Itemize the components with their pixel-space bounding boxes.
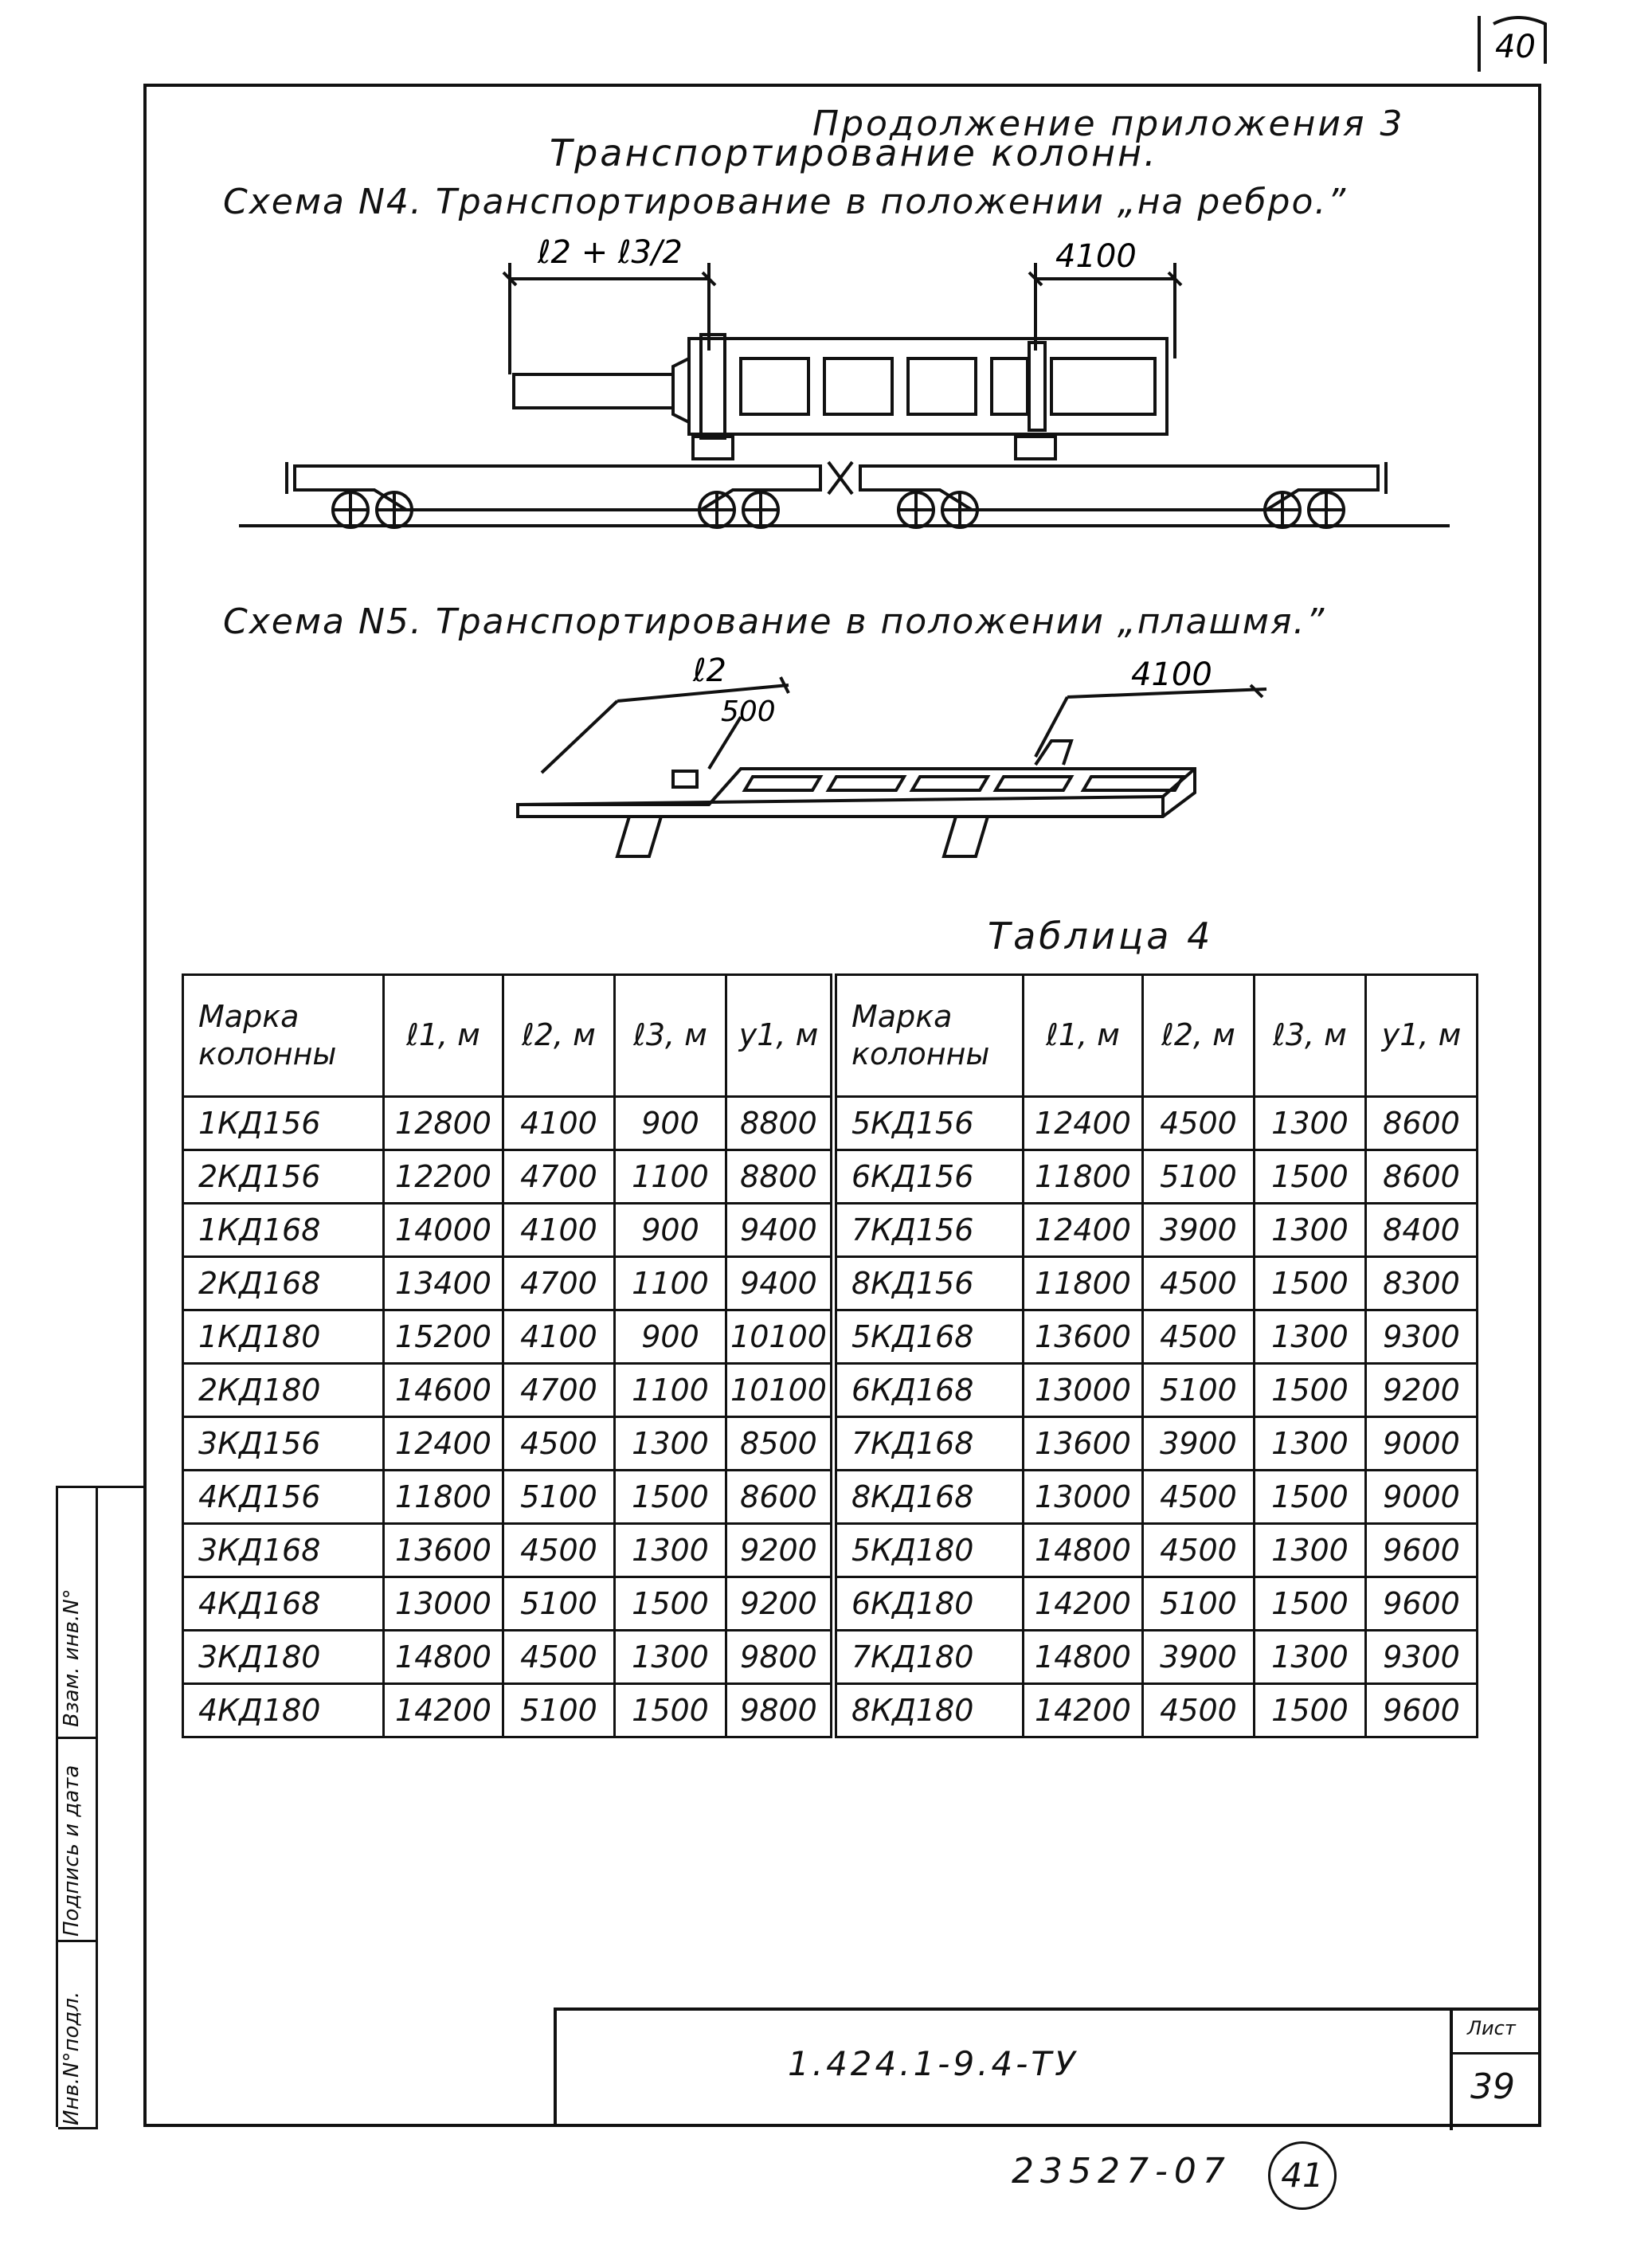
value-cell: 1500 [1255, 1364, 1366, 1417]
value-cell: 4700 [503, 1257, 615, 1310]
header-cell: ℓ2, м [503, 975, 615, 1097]
column-mark-cell: 5КД180 [834, 1524, 1024, 1577]
column-mark-cell: 4КД180 [183, 1684, 384, 1737]
sidebar-label-inv-number: Инв.N°подл. [60, 1991, 84, 2125]
value-cell: 9400 [726, 1204, 834, 1257]
corner-page-number: 40 [1495, 29, 1536, 65]
value-cell: 12200 [384, 1150, 503, 1204]
sheet-number: 39 [1470, 2066, 1515, 2107]
value-cell: 4500 [1143, 1257, 1255, 1310]
value-cell: 1500 [1255, 1577, 1366, 1631]
value-cell: 1500 [1255, 1471, 1366, 1524]
column-mark-cell: 2КД180 [183, 1364, 384, 1417]
value-cell: 4500 [503, 1524, 615, 1577]
table-row [183, 1684, 1478, 1737]
continuation-label: Продолжение приложения 3 [812, 104, 1405, 144]
value-cell: 10100 [726, 1364, 834, 1417]
value-cell: 14200 [1024, 1684, 1143, 1737]
column-mark-cell: 2КД168 [183, 1257, 384, 1310]
column-mark-cell: 3КД180 [183, 1631, 384, 1684]
value-cell: 8800 [726, 1097, 834, 1150]
table-row [183, 1257, 1478, 1310]
sidebar-cell [58, 1942, 98, 2129]
column-mark-cell: 6КД168 [834, 1364, 1024, 1417]
header-cell: ℓ1, м [384, 975, 503, 1097]
header-cell: ℓ3, м [1255, 975, 1366, 1097]
table-row [183, 1417, 1478, 1471]
value-cell: 12400 [1024, 1097, 1143, 1150]
columns-table [182, 973, 1478, 1738]
column-mark-cell: 8КД168 [834, 1471, 1024, 1524]
value-cell: 9600 [1366, 1577, 1478, 1631]
column-mark-cell: 1КД156 [183, 1097, 384, 1150]
value-cell: 900 [615, 1097, 726, 1150]
value-cell: 8800 [726, 1150, 834, 1204]
value-cell: 8600 [1366, 1150, 1478, 1204]
value-cell: 4500 [503, 1417, 615, 1471]
sidebar-cell [58, 1739, 98, 1942]
inventory-number: 23527-07 [1012, 2151, 1231, 2192]
value-cell: 14800 [1024, 1631, 1143, 1684]
scheme-5-dim-right: 4100 [1131, 656, 1212, 693]
value-cell: 9600 [1366, 1684, 1478, 1737]
value-cell: 4500 [1143, 1684, 1255, 1737]
value-cell: 4500 [503, 1631, 615, 1684]
column-mark-cell: 2КД156 [183, 1150, 384, 1204]
value-cell: 9300 [1366, 1310, 1478, 1364]
value-cell: 5100 [503, 1577, 615, 1631]
value-cell: 1500 [1255, 1257, 1366, 1310]
value-cell: 4100 [503, 1310, 615, 1364]
value-cell: 9200 [1366, 1364, 1478, 1417]
value-cell: 5100 [1143, 1150, 1255, 1204]
value-cell: 5100 [503, 1471, 615, 1524]
header-cell: ℓ1, м [1024, 975, 1143, 1097]
value-cell: 1500 [615, 1577, 726, 1631]
scheme-4-dim-left: ℓ2 + ℓ3/2 [538, 234, 683, 271]
value-cell: 1300 [615, 1524, 726, 1577]
value-cell: 1300 [615, 1417, 726, 1471]
column-mark-cell: 3КД156 [183, 1417, 384, 1471]
column-mark-cell: 7КД168 [834, 1417, 1024, 1471]
column-mark-cell: 5КД156 [834, 1097, 1024, 1150]
value-cell: 3900 [1143, 1204, 1255, 1257]
table-row [183, 1150, 1478, 1204]
value-cell: 5100 [1143, 1364, 1255, 1417]
value-cell: 8500 [726, 1417, 834, 1471]
table-row [183, 1364, 1478, 1417]
column-mark-cell: 8КД156 [834, 1257, 1024, 1310]
scheme-4-drawing [223, 231, 1466, 550]
column-mark-cell: 4КД168 [183, 1577, 384, 1631]
sheet-box [1450, 2011, 1541, 2130]
sidebar-label-replace-inv: Взам. инв.N° [60, 1588, 84, 1727]
column-mark-cell: 4КД156 [183, 1471, 384, 1524]
value-cell: 14200 [384, 1684, 503, 1737]
value-cell: 3900 [1143, 1631, 1255, 1684]
table-row [183, 1471, 1478, 1524]
scheme-5-dim-l2: ℓ2 [693, 653, 726, 689]
value-cell: 4500 [1143, 1471, 1255, 1524]
value-cell: 9000 [1366, 1471, 1478, 1524]
table-row [183, 1631, 1478, 1684]
scheme-5-dim-500: 500 [721, 695, 776, 728]
value-cell: 13600 [1024, 1310, 1143, 1364]
corner-page-mark [1470, 16, 1557, 72]
value-cell: 4700 [503, 1150, 615, 1204]
value-cell: 5100 [1143, 1577, 1255, 1631]
table-row [183, 1204, 1478, 1257]
value-cell: 15200 [384, 1310, 503, 1364]
column-mark-cell: 5КД168 [834, 1310, 1024, 1364]
value-cell: 4500 [1143, 1097, 1255, 1150]
value-cell: 1300 [1255, 1097, 1366, 1150]
value-cell: 13000 [1024, 1364, 1143, 1417]
value-cell: 8300 [1366, 1257, 1478, 1310]
sidebar-label-signature-date: Подпись и дата [60, 1765, 84, 1937]
value-cell: 11800 [1024, 1257, 1143, 1310]
table-row [183, 1310, 1478, 1364]
value-cell: 1300 [1255, 1524, 1366, 1577]
column-mark-cell: 3КД168 [183, 1524, 384, 1577]
title-block [554, 2008, 1541, 2127]
value-cell: 900 [615, 1310, 726, 1364]
sheet-label: Лист [1467, 2017, 1516, 2039]
value-cell: 14800 [384, 1631, 503, 1684]
value-cell: 900 [615, 1204, 726, 1257]
page-number-circle: 41 [1268, 2141, 1337, 2210]
header-cell: ℓ2, м [1143, 975, 1255, 1097]
value-cell: 9800 [726, 1631, 834, 1684]
header-cell: y1, м [1366, 975, 1478, 1097]
value-cell: 1100 [615, 1257, 726, 1310]
value-cell: 13600 [384, 1524, 503, 1577]
value-cell: 4500 [1143, 1310, 1255, 1364]
header-cell: Марка колонны [183, 975, 384, 1097]
value-cell: 12800 [384, 1097, 503, 1150]
value-cell: 13600 [1024, 1417, 1143, 1471]
value-cell: 1500 [1255, 1150, 1366, 1204]
column-mark-cell: 6КД156 [834, 1150, 1024, 1204]
value-cell: 8400 [1366, 1204, 1478, 1257]
value-cell: 12400 [1024, 1204, 1143, 1257]
value-cell: 13400 [384, 1257, 503, 1310]
value-cell: 9300 [1366, 1631, 1478, 1684]
value-cell: 13000 [384, 1577, 503, 1631]
value-cell: 1500 [615, 1684, 726, 1737]
value-cell: 14200 [1024, 1577, 1143, 1631]
value-cell: 12400 [384, 1417, 503, 1471]
column-mark-cell: 1КД180 [183, 1310, 384, 1364]
document-code: 1.424.1-9.4-ТУ [788, 2044, 1078, 2083]
value-cell: 1500 [615, 1471, 726, 1524]
value-cell: 11800 [384, 1471, 503, 1524]
header-cell: y1, м [726, 975, 834, 1097]
column-mark-cell: 6КД180 [834, 1577, 1024, 1631]
value-cell: 14000 [384, 1204, 503, 1257]
header-cell: ℓ3, м [615, 975, 726, 1097]
column-mark-cell: 8КД180 [834, 1684, 1024, 1737]
value-cell: 10100 [726, 1310, 834, 1364]
value-cell: 4700 [503, 1364, 615, 1417]
value-cell: 1300 [1255, 1310, 1366, 1364]
value-cell: 9200 [726, 1524, 834, 1577]
header-cell: Марка колонны [834, 975, 1024, 1097]
sidebar-cell [58, 1488, 98, 1739]
value-cell: 1300 [615, 1631, 726, 1684]
table-caption: Таблица 4 [988, 915, 1214, 958]
column-mark-cell: 7КД180 [834, 1631, 1024, 1684]
value-cell: 4500 [1143, 1524, 1255, 1577]
column-mark-cell: 7КД156 [834, 1204, 1024, 1257]
scheme-4-title: Схема N4. Транспортирование в положении „на ребро.” [223, 182, 1348, 222]
value-cell: 8600 [1366, 1097, 1478, 1150]
value-cell: 9000 [1366, 1417, 1478, 1471]
value-cell: 13000 [1024, 1471, 1143, 1524]
column-mark-cell: 1КД168 [183, 1204, 384, 1257]
value-cell: 1100 [615, 1364, 726, 1417]
value-cell: 14600 [384, 1364, 503, 1417]
value-cell: 9600 [1366, 1524, 1478, 1577]
scheme-5-drawing [478, 653, 1274, 892]
value-cell: 1500 [1255, 1684, 1366, 1737]
value-cell: 1100 [615, 1150, 726, 1204]
scheme-4-dim-right: 4100 [1055, 238, 1137, 275]
value-cell: 8600 [726, 1471, 834, 1524]
value-cell: 14800 [1024, 1524, 1143, 1577]
table-header-row [183, 975, 1478, 1097]
page-title: Транспортирование колонн. [550, 131, 1158, 174]
value-cell: 1300 [1255, 1204, 1366, 1257]
value-cell: 11800 [1024, 1150, 1143, 1204]
table-row [183, 1577, 1478, 1631]
value-cell: 4100 [503, 1097, 615, 1150]
value-cell: 9800 [726, 1684, 834, 1737]
value-cell: 9200 [726, 1577, 834, 1631]
approval-sidebar [56, 1486, 143, 2127]
value-cell: 3900 [1143, 1417, 1255, 1471]
value-cell: 1300 [1255, 1631, 1366, 1684]
table-row [183, 1524, 1478, 1577]
table-row [183, 1097, 1478, 1150]
value-cell: 1300 [1255, 1417, 1366, 1471]
value-cell: 4100 [503, 1204, 615, 1257]
scheme-5-title: Схема N5. Транспортирование в положении „плашмя.” [223, 601, 1326, 642]
value-cell: 5100 [503, 1684, 615, 1737]
value-cell: 9400 [726, 1257, 834, 1310]
